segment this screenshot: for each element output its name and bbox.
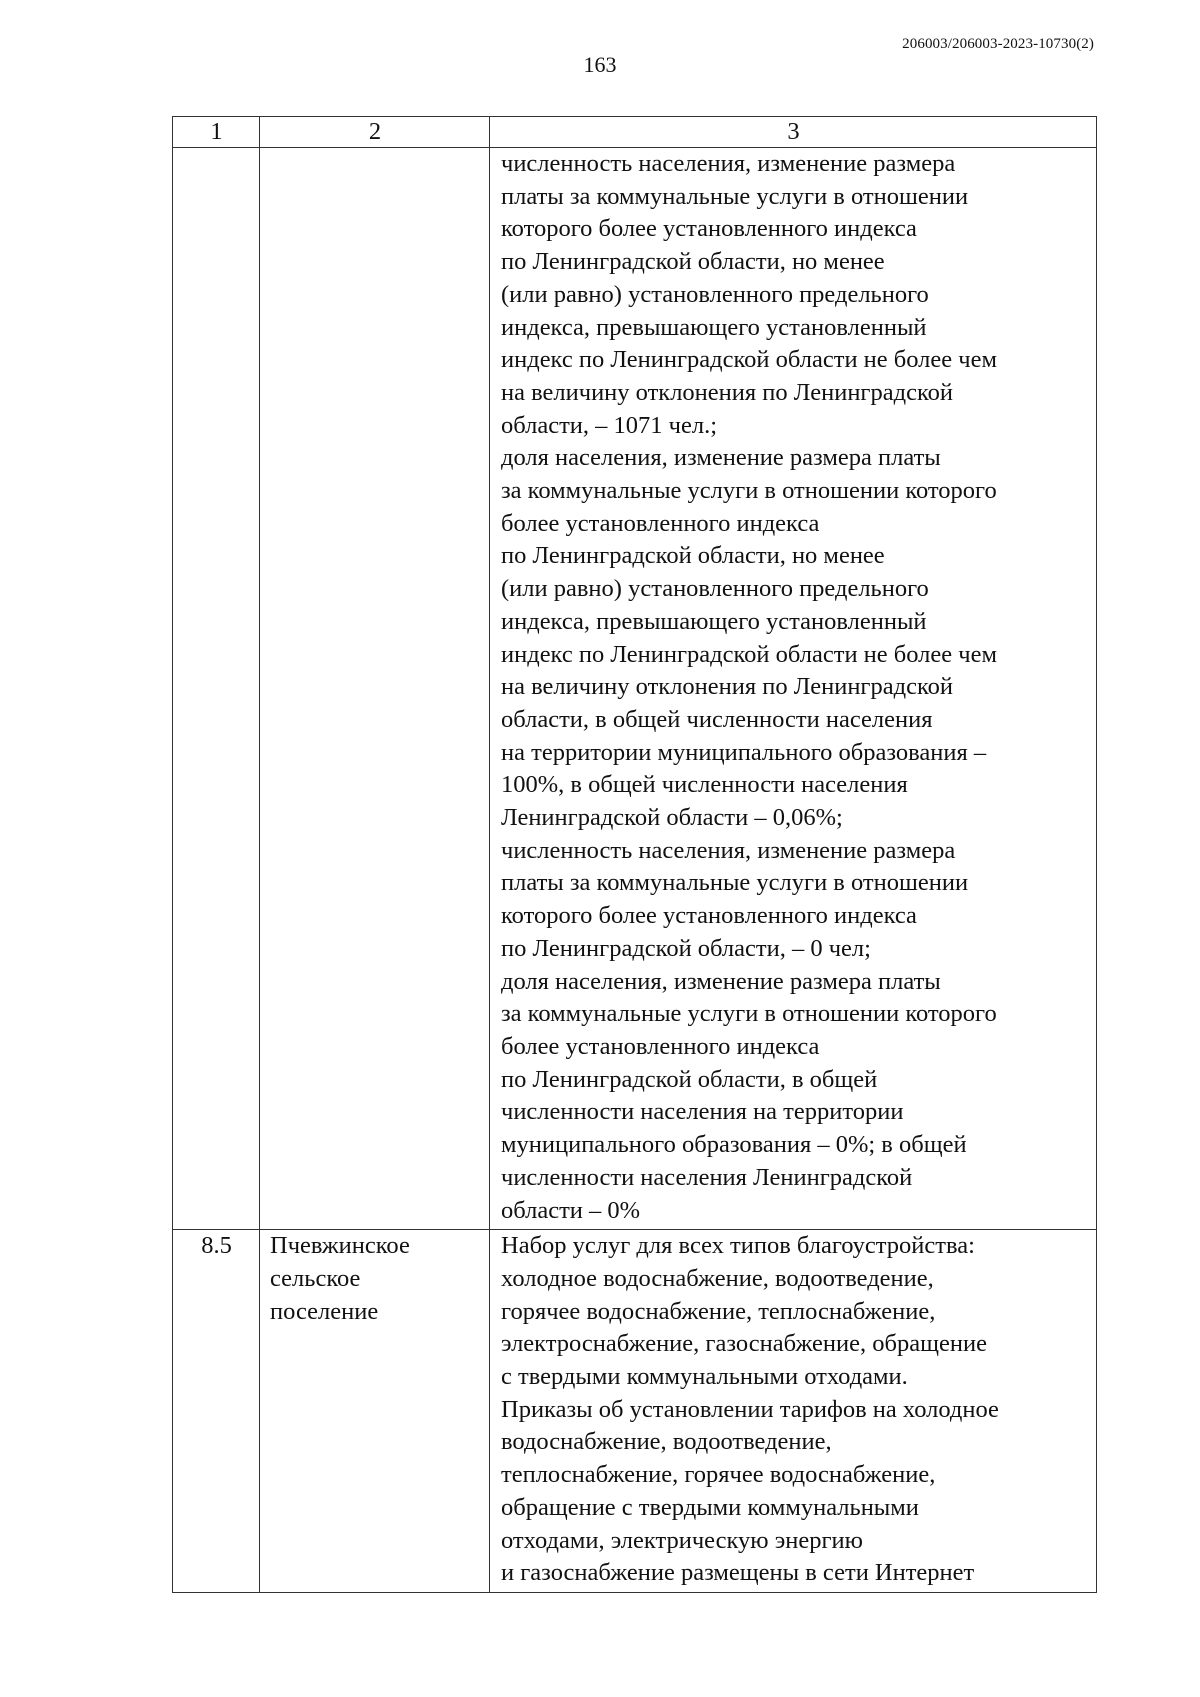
description-cell: численность населения, изменение размера платы за коммунальные услуги в отношении которого более установленного индекса по Ленинградской области, но менее (или равно) установленного предельного индекса, превышающего установленный индекс по Ленинградской области не более чем на величину отклонения по Ленинградской области, – 1071 чел.; доля населения, изменение размера платы за коммунальные услуги в отношении которого более установленного индекса по Ленинградской области, но менее (или равно) установленного предельного индекса, превышающего установленный индекс по Ленинградской области не более чем на величину отклонения по Ленинградской области, в общей численности населения на территории муниципального образования – 100%, в общей численности населения Ленинградской области – 0,06%; численность населения, изменение размера платы за коммунальные услуги в отношении которого более установленного индекса по Ленинградской области, – 0 чел; доля населения, изменение размера платы за коммунальные услуги в отношении которого более установленного индекса по Ленинградской области, в общей численности населения на территории муниципального образования – 0%; в общей численности населения Ленинградской области – 0%	[490, 148, 1097, 1230]
description-cell: Набор услуг для всех типов благоустройства: холодное водоснабжение, водоотведение, горячее водоснабжение, теплоснабжение, электроснабжение, газоснабжение, обращение с твердыми коммунальными отходами. Приказы об установлении тарифов на холодное водоснабжение, водоотведение, теплоснабжение, горячее водоснабжение, обращение с твердыми коммунальными отходами, электрическую энергию и газоснабжение размещены в сети Интернет	[490, 1230, 1097, 1593]
column-header-3: 3	[490, 117, 1097, 148]
column-header-2: 2	[260, 117, 490, 148]
table-row	[173, 1230, 1097, 1593]
page-number: 163	[583, 52, 617, 77]
main-table	[172, 116, 1097, 1593]
table-header-row	[173, 117, 1097, 148]
settlement-name-cell: Пчевжинское сельское поселение	[260, 1230, 490, 1593]
row-number-cell: 8.5	[173, 1230, 260, 1593]
column-header-1: 1	[173, 117, 260, 148]
row-number-cell	[173, 148, 260, 1230]
document-id: 206003/206003-2023-10730(2)	[902, 36, 1094, 52]
table-row	[173, 148, 1097, 1230]
settlement-name-cell	[260, 148, 490, 1230]
